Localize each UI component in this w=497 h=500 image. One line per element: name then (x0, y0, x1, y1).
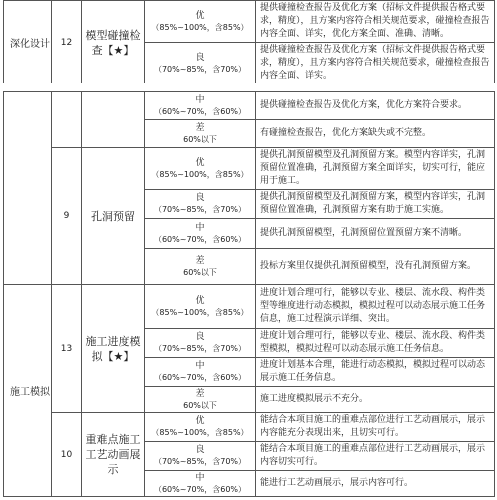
grade-cell (145, 358, 256, 387)
grade-range: （85%~100%，含85%） (151, 169, 249, 179)
criteria-text: 进度计划合理可行，能够以专业、楼层、流水段、构件类型等维度进行动态模拟，模拟过程可以动态展示施工任务信息，施工过程演示详细、突出。 (256, 285, 495, 329)
criteria-text: 进度计划合理可行，能够以专业、楼层、流水段、构件类型模拟，模拟过程可以动态展示施工任务信息。 (256, 329, 495, 358)
item-number: 12 (52, 1, 82, 85)
grade-cell (145, 219, 256, 249)
grade-label: 良 (195, 332, 205, 342)
grade-cell (145, 1, 256, 43)
grade-label: 优 (195, 295, 205, 306)
criteria-text: 提供孔洞预留模型及孔洞预留方案。模型内容详实，孔洞预留位置准确，孔洞预留方案全面详实，切实可行，能应用于施工。 (256, 148, 495, 190)
grade-cell (145, 43, 256, 85)
criteria-text: 提供孔洞预留模型，孔洞预留位置预留方案不清晰。 (256, 219, 495, 249)
grade-range: 60%以下 (183, 400, 217, 410)
grade-label: 差 (195, 255, 205, 266)
grade-range: （85%~100%，含85%） (151, 22, 249, 32)
grade-label: 中 (195, 361, 205, 371)
table-row (4, 92, 495, 120)
table-row (4, 148, 495, 190)
grade-range: （70%~85%，含70%） (153, 64, 247, 74)
item-name: 模型碰撞检查【★】 (82, 1, 145, 85)
item-number: 10 (52, 413, 82, 497)
grade-cell (145, 387, 256, 413)
grade-label: 中 (195, 94, 205, 105)
item-number: 9 (52, 148, 82, 285)
grade-range: （60%~70%，含60%） (153, 484, 247, 494)
grade-range: 60%以下 (183, 267, 217, 277)
category-cell: 深化设计 (4, 1, 52, 85)
grade-range: （70%~85%，含70%） (153, 457, 247, 466)
grade-cell (145, 329, 256, 358)
item-number: 13 (52, 285, 82, 413)
item-name: 孔洞预留 (82, 148, 145, 285)
criteria-text: 投标方案里仅提供孔洞预留模型，没有孔洞预留方案。 (256, 249, 495, 285)
criteria-text: 提供孔洞预留模型及孔洞预留方案，模型内容详实，孔洞预留位置准确，孔洞预留方案有助于施工实施。 (256, 190, 495, 219)
item-name: 重难点施工工艺动画展示 (82, 413, 145, 497)
grade-cell (145, 413, 256, 442)
grade-cell (145, 92, 256, 120)
category-cell-empty (4, 92, 52, 285)
scoring-table-top (3, 0, 495, 85)
grade-range: （85%~100%，含85%） (151, 428, 249, 437)
grade-range: 60%以下 (183, 134, 217, 144)
grade-range: （60%~70%，含60%） (153, 106, 247, 116)
grade-cell (145, 285, 256, 329)
criteria-text: 有碰撞检查报告，优化方案缺失或不完整。 (256, 120, 495, 148)
grade-label: 中 (195, 472, 205, 483)
grade-range: （60%~70%，含60%） (153, 234, 247, 244)
grade-label: 良 (195, 52, 205, 63)
grade-cell (145, 120, 256, 148)
item-name-empty (82, 92, 145, 148)
grade-cell (145, 442, 256, 471)
criteria-text: 能结合本项目施工的重难点部位进行工艺动画展示，展示内容能充分表现出来，且切实可行。 (256, 413, 495, 442)
grade-cell (145, 190, 256, 219)
grade-label: 优 (195, 157, 205, 168)
item-number-empty (52, 92, 82, 148)
grade-label: 良 (195, 445, 205, 455)
grade-label: 中 (195, 222, 205, 233)
grade-range: （60%~70%，含60%） (153, 373, 247, 382)
grade-range: （70%~85%，含70%） (153, 205, 247, 214)
criteria-text: 提供碰撞检查报告及优化方案，优化方案符合要求。 (256, 92, 495, 120)
criteria-text: 施工进度模拟展示不充分。 (256, 387, 495, 413)
table-row (4, 285, 495, 329)
category-cell: 施工模拟 (4, 285, 52, 497)
table-row (4, 1, 495, 43)
grade-label: 差 (195, 122, 205, 133)
criteria-text: 能结合本项目施工的重难点部位进行工艺动画展示，展示内容切实可行。 (256, 442, 495, 471)
grade-range: （85%~100%，含85%） (151, 307, 249, 317)
grade-cell (145, 471, 256, 497)
criteria-text: 进度计划基本合理，能进行动态模拟，模拟过程可以动态展示施工任务信息。 (256, 358, 495, 387)
item-name: 施工进度模拟【★】 (82, 285, 145, 413)
grade-label: 差 (195, 388, 205, 399)
criteria-text: 提供碰撞检查报告及优化方案（招标文件提供报告格式要求，精度），且方案内容符合相关规范要求，碰撞检查报告内容全面、详实。 (256, 43, 495, 85)
scoring-table-middle (3, 91, 495, 497)
criteria-text: 能进行工艺动画展示，展示内容可行。 (256, 471, 495, 497)
grade-cell (145, 148, 256, 190)
grade-cell (145, 249, 256, 285)
table-row (4, 413, 495, 442)
grade-label: 优 (195, 10, 205, 21)
grade-range: （70%~85%，含70%） (153, 344, 247, 353)
grade-label: 良 (195, 193, 205, 203)
criteria-text: 提供碰撞检查报告及优化方案（招标文件提供报告格式要求，精度），且方案内容符合相关规范要求，碰撞检查报告内容全面、详实，优化方案全面、准确、清晰。 (256, 1, 495, 43)
grade-label: 优 (195, 416, 205, 426)
page-break-gap (0, 83, 497, 91)
